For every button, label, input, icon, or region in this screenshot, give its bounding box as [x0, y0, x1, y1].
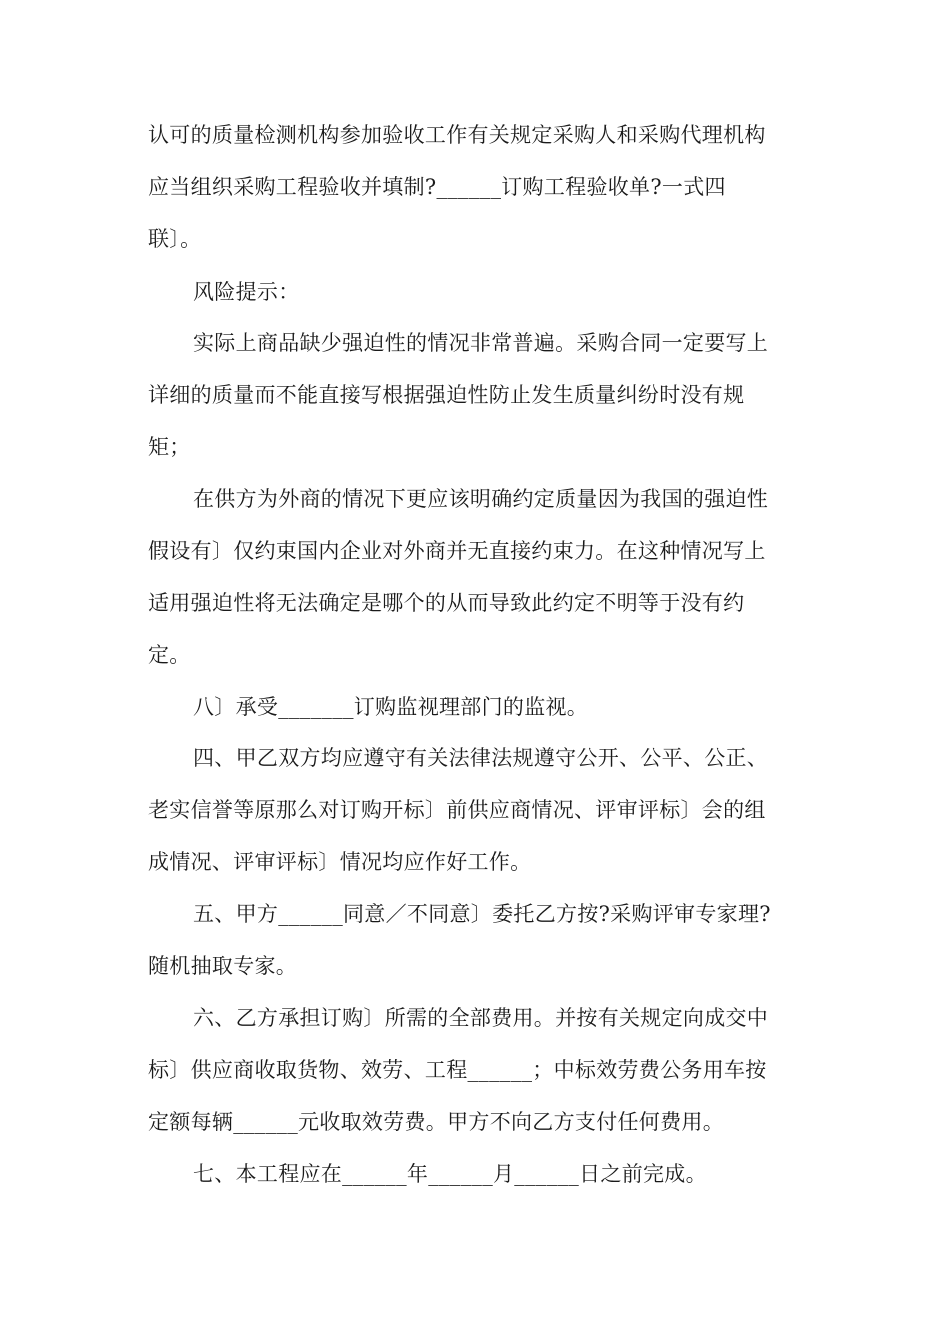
text-line: 标〕供应商收取货物、效劳、工程______；中标效劳费公务用车按: [148, 1058, 767, 1082]
text-line: 定额每辆______元收取效劳费。甲方不向乙方支付任何费用。: [148, 1110, 724, 1134]
text-line: 联〕。: [148, 227, 202, 251]
text-line: 应当组织采购工程验收并填制?______订购工程验收单?一式四: [148, 175, 726, 199]
text-line: 随机抽取专家。: [148, 954, 298, 978]
text-line: 定。: [148, 643, 191, 667]
text-line: 详细的质量而不能直接写根据强迫性防止发生质量纠纷时没有规: [148, 383, 745, 407]
text-line: 矩；: [148, 435, 191, 459]
text-line: 在供方为外商的情况下更应该明确约定质量因为我国的强迫性: [193, 487, 769, 511]
text-line: 成情况、评审评标〕情况均应作好工作。: [148, 850, 532, 874]
text-line: 实际上商品缺少强迫性的情况非常普遍。采购合同一定要写上: [193, 331, 769, 355]
text-line: 认可的质量检测机构参加验收工作有关规定采购人和采购代理机构: [148, 123, 766, 147]
clause-6: 六、乙方承担订购〕所需的全部费用。并按有关规定向成交中: [193, 1006, 769, 1030]
section-heading: 风险提示：: [193, 280, 300, 304]
text-line: 老实信誉等原那么对订购开标〕前供应商情况、评审评标〕会的组: [148, 798, 766, 822]
clause-4: 四、甲乙双方均应遵守有关法律法规遵守公开、公平、公正、: [193, 746, 769, 770]
clause-7: 七、本工程应在______年______月______日之前完成。: [193, 1162, 707, 1186]
clause-8: 八〕承受_______订购监视理部门的监视。: [193, 695, 589, 719]
text-line: 假设有〕仅约束国内企业对外商并无直接约束力。在这种情况写上: [148, 539, 766, 563]
text-line: 适用强迫性将无法确定是哪个的从而导致此约定不明等于没有约: [148, 591, 745, 615]
clause-5: 五、甲方______同意／不同意〕委托乙方按?采购评审专家理?: [193, 902, 771, 926]
